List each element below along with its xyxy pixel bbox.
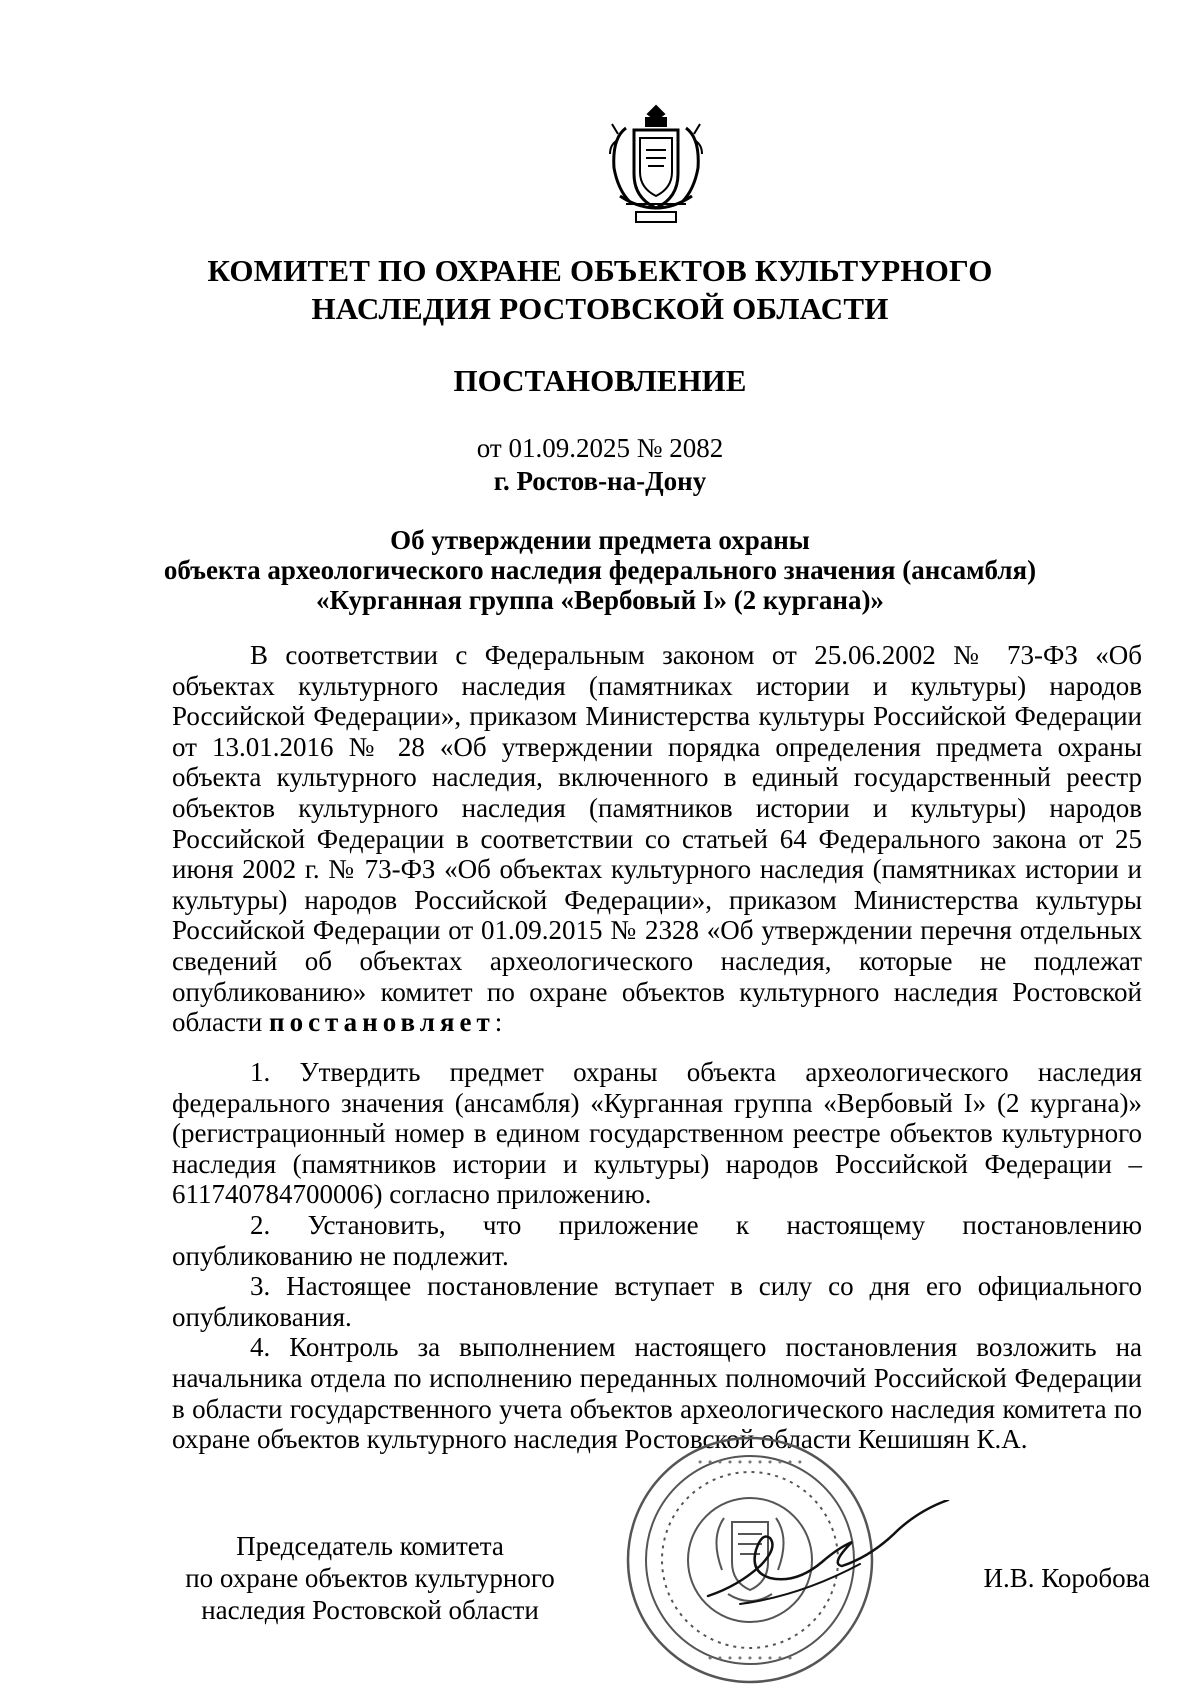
subject-line2: объекта археологического наследия федерального значения (ансамбля) [163,555,1037,585]
signatory-position-line2: по охране объектов культурного [185,1563,555,1593]
preamble-end: : [494,1007,503,1038]
resolution-items [172,1057,1142,1455]
signatory-position [160,1530,580,1626]
resolution-item: 3. Настоящее постановление вступает в силу со дня его официального опубликования. [172,1271,1142,1332]
preamble-text: В соответствии с Федеральным законом от 25.06.2002 № 73-ФЗ «Об объектах культурного наследия (памятниках истории и культуры) народов Российской Федерации», приказом Министерства культуры Российской Федерации от 13.01.2016 № 28 «Об утверждении порядка определения предмета охраны объекта культурного наследия, включенного в единый государственный реестр объектов культурного наследия (памятников истории и культуры) народов Российской Федерации в соответствии со статьей 64 Федерального закона от 25 июня 2002 г. № 73-ФЗ «Об объектах культурного наследия (памятниках истории и культуры) народов Российской Федерации», приказом Министерства культуры Российской Федерации от 01.09.2015 № 2328 «Об утверждении перечня отдельных сведений об объектах археологического наследия, которые не подлежат опубликованию» комитет по охране объектов культурного наследия Ростовской области [172,640,1142,1038]
signatory-name: И.В. Коробова [983,1563,1150,1593]
preamble-paragraph [172,640,1142,1038]
organization-title [150,252,1050,328]
organization-title-line1: КОМИТЕТ ПО ОХРАНЕ ОБЪЕКТОВ КУЛЬТУРНОГО [207,253,993,288]
coat-of-arms-icon [596,100,716,228]
resolution-item: 2. Установить, что приложение к настоящему постановлению опубликованию не подлежит. [172,1209,1142,1271]
organization-title-line2: НАСЛЕДИЯ РОСТОВСКОЙ ОБЛАСТИ [311,291,889,326]
resolution-item: 4. Контроль за выполнением настоящего постановления возложить на начальника отдела по исполнению переданных полномочий Российской Федерации в области государственного учета объектов археологического наследия комитета по охране объектов культурного наследия Ростовской области Кешишян К.А. [172,1332,1142,1455]
signatory-position-line1: Председатель комитета [236,1531,504,1561]
document-type: ПОСТАНОВЛЕНИЕ [453,363,747,398]
subject-line3: «Курганная группа «Вербовый I» (2 кургана)» [316,585,884,615]
document-subject [150,525,1050,615]
resolution-item: 1. Утвердить предмет охраны объекта археологического наследия федерального значения (ансамбля) «Курганная группа «Вербовый I» (2 кургана)» (регистрационный номер в едином государственном реестре объектов культурного наследия (памятников истории и культуры) народов Российской Федерации – 611740784700006) согласно приложению. [172,1057,1142,1210]
document-date-number: от 01.09.2025 № 2082 [476,433,724,463]
svg-text:• • • • • • • • •: • • • • • • • • • [706,1652,794,1665]
document-city: г. Ростов-на-Дону [493,466,707,496]
svg-text:• • • • • • • • • • •: • • • • • • • • • • • [696,1456,804,1469]
handwritten-signature [700,1500,960,1620]
preamble-keyword: постановляет [269,1007,495,1038]
subject-line1: Об утверждении предмета охраны [390,525,810,555]
signatory-position-line3: наследия Ростовской области [201,1595,539,1625]
